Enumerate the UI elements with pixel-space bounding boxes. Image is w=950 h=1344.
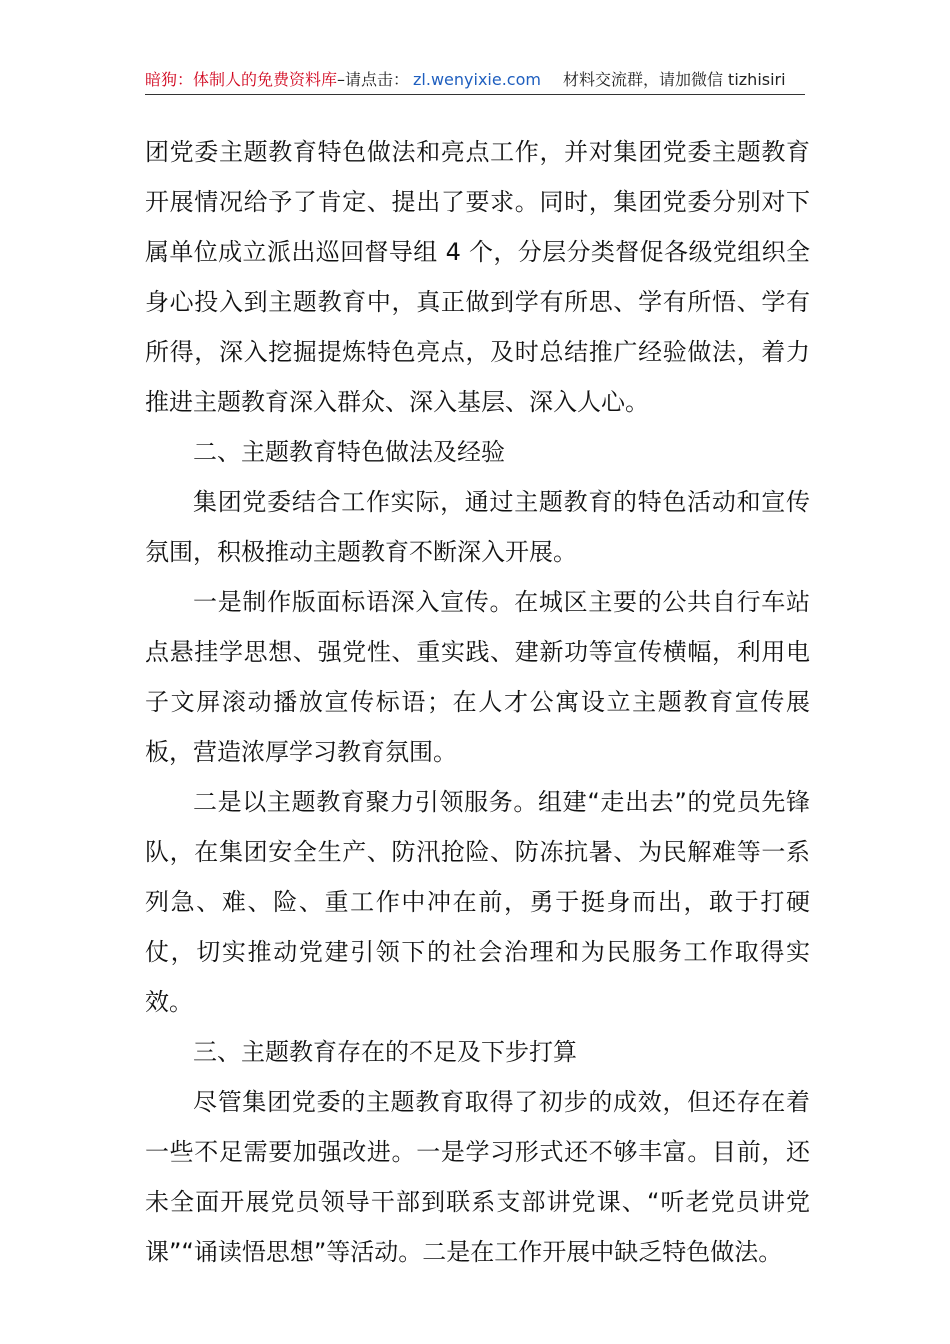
paragraph-point-one: 一是制作版面标语深入宣传。在城区主要的公共自行车站点悬挂学思想、强党性、重实践、建新功等宣传横幅，利用电子文屏滚动播放宣传标语；在人才公寓设立主题教育宣传展板，营造浓厚学习教育氛围。 [145,588,810,766]
paragraph-shortcomings: 尽管集团党委的主题教育取得了初步的成效，但还存在着一些不足需要加强改进。一是学习形式还不够丰富。目前，还未全面开展党员领导干部到联系支部讲党课、“听老党员讲党课”“诵读悟思想”等活动。二是在工作开展中缺乏特色做法。 [145,1088,810,1266]
section-heading-two: 二、主题教育特色做法及经验 [193,438,505,466]
document-body [145,127,810,1277]
header-divider [145,94,805,95]
paragraph-continuation: 团党委主题教育特色做法和亮点工作，并对集团党委主题教育开展情况给予了肯定、提出了要求。同时，集团党委分别对下属单位成立派出巡回督导组 4 个，分层分类督促各级党组织全身心投入到主题教育中，真正做到学有所思、学有所悟、学有所得，深入挖掘提炼特色亮点，及时总结推广经验做法，着力推进主题教育深入群众、深入基层、深入人心。 [145,138,810,416]
page-header [145,62,805,98]
header-click-prompt: –请点击： [337,70,410,89]
header-site-name: 暗狗：体制人的免费资料库 [145,70,338,89]
paragraph-intro: 集团党委结合工作实际，通过主题教育的特色活动和宣传氛围，积极推动主题教育不断深入开展。 [145,488,810,566]
header-wechat-note: 材料交流群，请加微信 tizhisiri [562,70,786,89]
header-link[interactable]: zl.wenyixie.com [413,70,541,89]
paragraph-point-two: 二是以主题教育聚力引领服务。组建“走出去”的党员先锋队，在集团安全生产、防汛抢险、防冻抗暑、为民解难等一系列急、难、险、重工作中冲在前，勇于挺身而出，敢于打硬仗，切实推动党建引领下的社会治理和为民服务工作取得实效。 [145,788,810,1016]
section-heading-three: 三、主题教育存在的不足及下步打算 [193,1038,577,1066]
